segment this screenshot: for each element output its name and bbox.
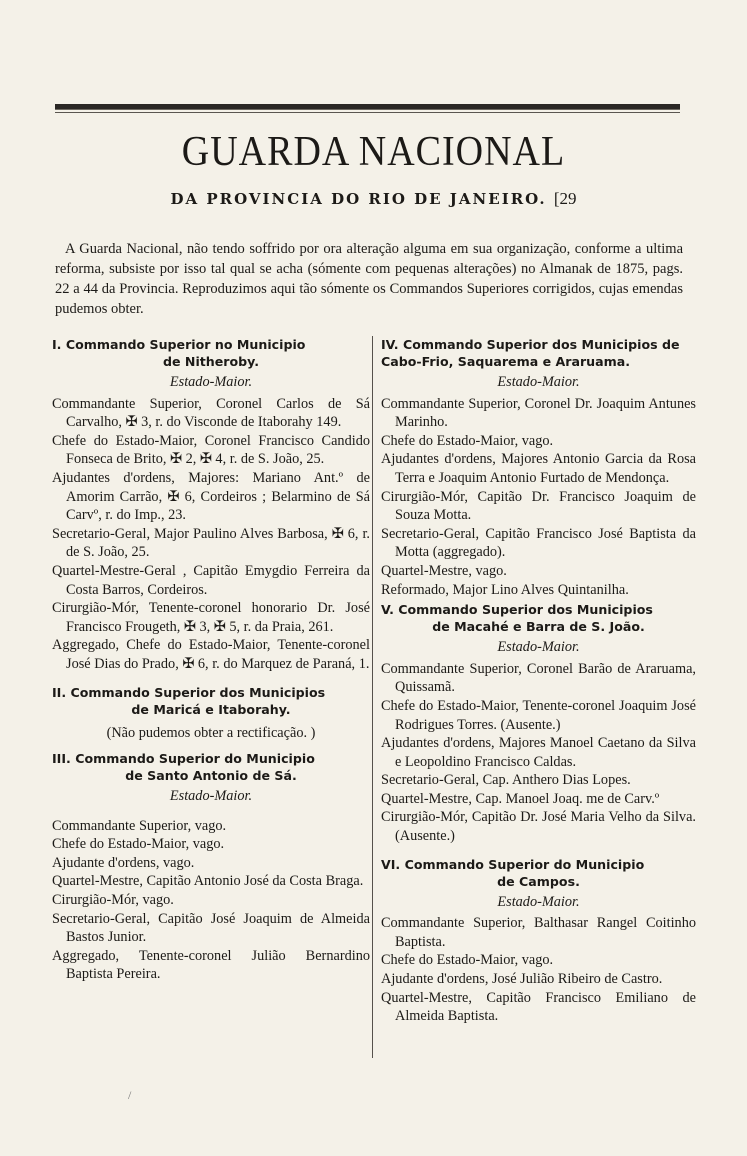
page-title: GUARDA NACIONAL bbox=[181, 128, 566, 176]
heading-line: de Santo Antonio de Sá. bbox=[125, 768, 297, 784]
list-item: Quartel-Mestre, Cap. Manoel Joaq. me de Carv.º bbox=[381, 790, 660, 807]
section-note: (Não pudemos obter a rectificação. ) bbox=[106, 724, 316, 741]
right-column bbox=[381, 334, 696, 1026]
list-item: Secretario-Geral, Cap. Anthero Dias Lopes. bbox=[381, 772, 631, 789]
section-heading-6 bbox=[381, 856, 696, 890]
list-item: Cirurgião-Mór, Capitão Dr. Francisco Joaquim de Souza Motta. bbox=[381, 488, 696, 524]
subtitle-text: DA PROVINCIA DO RIO DE JANEIRO. bbox=[170, 190, 547, 208]
heading-line: de Nitheroby. bbox=[162, 354, 260, 369]
margin-mark: / bbox=[128, 1088, 132, 1102]
list-item: Quartel-Mestre-Geral , Capitão Emygdio Ferreira da Costa Barros, Cordeiros. bbox=[52, 562, 370, 598]
list-item: Commandante Superior, Coronel Dr. Joaquim Antunes Marinho. bbox=[381, 395, 696, 431]
heading-line: II. Commando Superior dos Municipios bbox=[52, 684, 326, 700]
list-item: Commandante Superior, Coronel Barão de Araruama, Quissamã. bbox=[381, 660, 696, 696]
section-subheading: Estado-Maior. bbox=[169, 788, 253, 805]
list-item: Cirurgião-Mór, Capitão Dr. José Maria Velho da Silva. (Ausente.) bbox=[381, 809, 696, 845]
column-divider bbox=[372, 336, 373, 1058]
list-item: Chefe do Estado-Maior, vago. bbox=[52, 836, 225, 853]
section-heading-3 bbox=[52, 750, 370, 784]
list-item: Chefe do Estado-Maior, Tenente-coronel Joaquim José Rodrigues Torres. (Ausente.) bbox=[381, 697, 696, 733]
page-number: [29 bbox=[553, 189, 577, 208]
list-item: Ajudantes d'ordens, Majores Antonio Garcia da Rosa Terra e Joaquim Antonio Furtado de Mendonça. bbox=[381, 451, 696, 486]
section-heading-4: IV. Commando Superior dos Municipios de Cabo-Frio, Saquarema e Araruama. bbox=[381, 337, 680, 369]
list-item: Secretario-Geral, Major Paulino Alves Barbosa, ✠ 6, r. de S. João, 25. bbox=[52, 525, 370, 561]
list-item: Quartel-Mestre, Capitão Francisco Emiliano de Almeida Baptista. bbox=[381, 989, 696, 1025]
heading-line: III. Commando Superior do Municipio bbox=[52, 751, 315, 767]
list-item: Quartel-Mestre, vago. bbox=[381, 562, 507, 579]
heading-line: de Macahé e Barra de S. João. bbox=[432, 619, 645, 635]
list-item: Chefe do Estado-Maior, vago. bbox=[381, 952, 554, 969]
list-item: Commandante Superior, Balthasar Rangel Coitinho Baptista. bbox=[381, 915, 696, 950]
list-item: Secretario-Geral, Capitão Francisco José Baptista da Motta (aggregado). bbox=[381, 525, 696, 561]
list-item: Quartel-Mestre, Capitão Antonio José da Costa Braga. bbox=[52, 873, 364, 890]
list-item: Commandante Superior, vago. bbox=[52, 817, 227, 834]
list-item: Reformado, Major Lino Alves Quintanilha. bbox=[381, 581, 629, 598]
list-item: Secretario-Geral, Capitão José Joaquim de Almeida Bastos Junior. bbox=[52, 910, 370, 946]
heading-line: VI. Commando Superior do Municipio bbox=[381, 856, 645, 872]
intro-text: A Guarda Nacional, não tendo soffrido por ora alteração alguma em sua organização, conforme a ultima reforma, subsiste por isso tal qual se acha (sómente com pequenas alterações) no Almanak de 1875, pags. 22 a 44 da Provincia. Reproduzimos aqui tão sómente os Commandos Superiores corrigidos, cujas emendas pudemos obter. bbox=[55, 241, 683, 317]
heading-line: I. Commando Superior no Municipio bbox=[52, 337, 306, 352]
list-item: Ajudante d'ordens, José Julião Ribeiro de Castro. bbox=[381, 971, 663, 988]
intro-paragraph bbox=[55, 239, 683, 319]
section-heading-1 bbox=[52, 336, 370, 370]
list-item: Ajudantes d'ordens, Majores Manoel Caetano da Silva e Leopoldino Francisco Caldas. bbox=[381, 735, 696, 770]
heading-line: de Campos. bbox=[497, 873, 580, 889]
section-heading-5 bbox=[381, 601, 696, 635]
list-item: Commandante Superior, Coronel Carlos de Sá Carvalho, ✠ 3, r. do Visconde de Itaborahy 149. bbox=[52, 395, 370, 431]
section-subheading: Estado-Maior. bbox=[497, 374, 580, 390]
list-item: Aggregado, Tenente-coronel Julião Bernardino Baptista Pereira. bbox=[52, 947, 370, 983]
top-rule bbox=[55, 104, 680, 110]
top-rule-thin bbox=[55, 112, 680, 113]
section-heading-2 bbox=[52, 684, 370, 718]
list-item: Cirurgião-Mór, vago. bbox=[52, 892, 174, 909]
list-item: Ajudantes d'ordens, Majores: Mariano Ant.º de Amorim Carrão, ✠ 6, Cordeiros ; Belarmino de Sá Carvº, r. do Imp., 23. bbox=[52, 469, 370, 524]
section-subheading: Estado-Maior. bbox=[497, 893, 580, 910]
heading-line: de Maricá e Itaborahy. bbox=[131, 701, 291, 717]
left-column bbox=[52, 334, 370, 984]
section-subheading: Estado-Maior. bbox=[169, 374, 253, 390]
list-item: Cirurgião-Mór, Tenente-coronel honorario Dr. José Francisco Frougeth, ✠ 3, ✠ 5, r. da Praia, 261. bbox=[52, 600, 370, 635]
list-item: Ajudante d'ordens, vago. bbox=[52, 854, 195, 871]
list-item: Chefe do Estado-Maior, vago. bbox=[381, 432, 554, 449]
heading-line: V. Commando Superior dos Municipios bbox=[381, 602, 653, 618]
list-item: Chefe do Estado-Maior, Coronel Francisco Candido Fonseca de Brito, ✠ 2, ✠ 4, r. de S. João, 25. bbox=[52, 432, 370, 468]
list-item: Aggregado, Chefe do Estado-Maior, Tenente-coronel José Dias do Prado, ✠ 6, r. do Marquez de Paraná, 1. bbox=[52, 637, 370, 672]
page-subtitle bbox=[0, 189, 747, 209]
section-subheading: Estado-Maior. bbox=[497, 639, 580, 656]
